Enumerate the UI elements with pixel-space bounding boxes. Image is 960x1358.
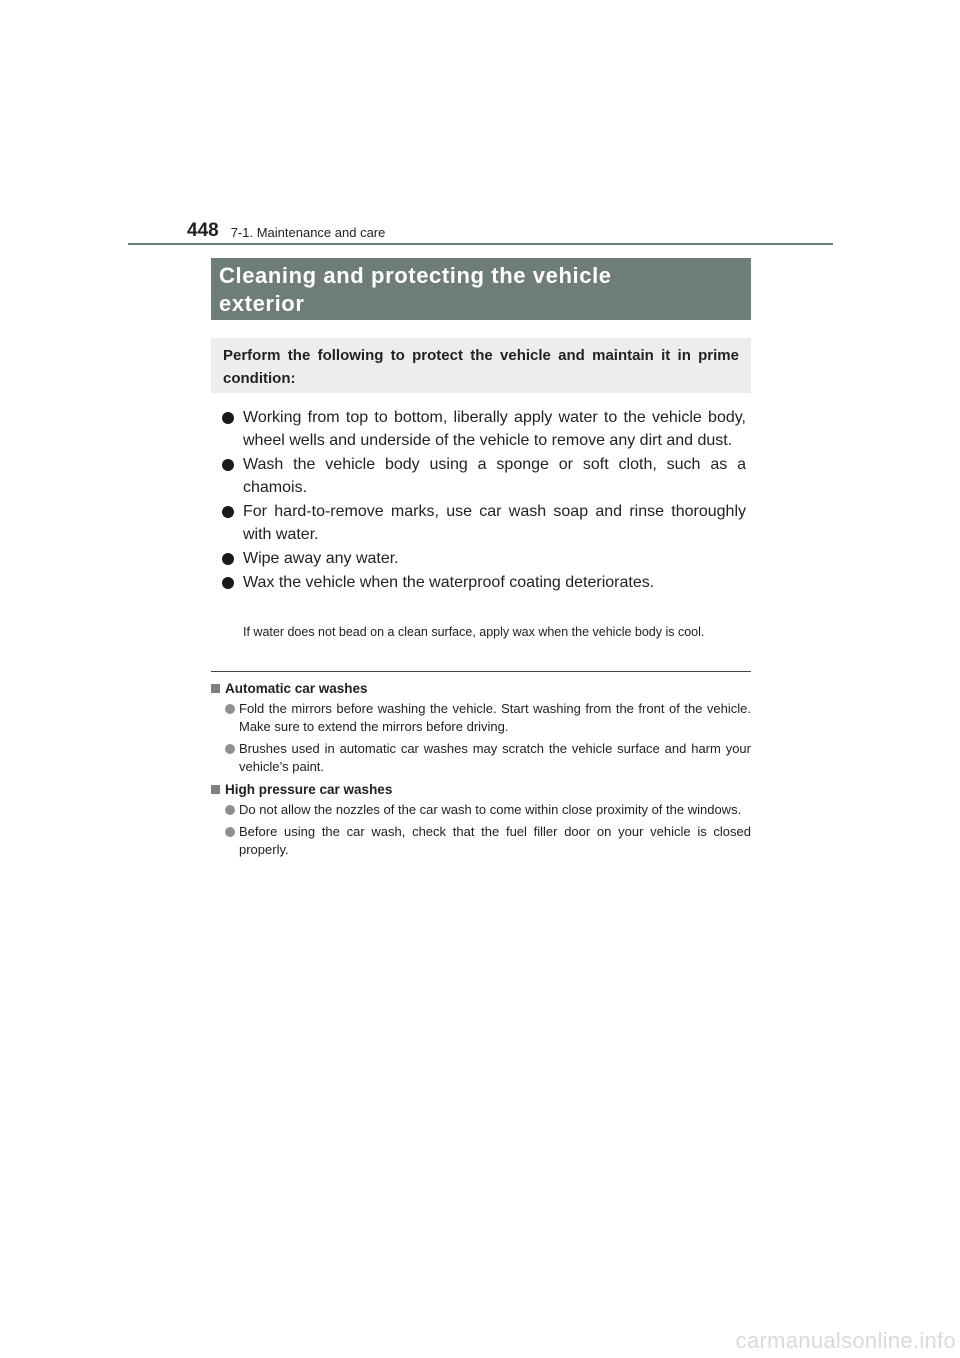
list-item-text: Brushes used in automatic car washes may scratch the vehicle surface and harm your vehicle’s paint. <box>239 741 751 774</box>
section-title-line-2: exterior <box>219 291 305 316</box>
step-text: Wash the vehicle body using a sponge or soft cloth, such as a chamois. <box>243 456 746 496</box>
step-text: Wax the vehicle when the waterproof coating deteriorates. <box>243 574 655 591</box>
circle-bullet-icon <box>225 704 235 714</box>
step-text: Working from top to bottom, liberally apply water to the vehicle body, wheel wells and underside of the vehicle to remove any dirt and dust. <box>243 409 746 449</box>
square-bullet-icon <box>211 684 220 693</box>
bullet-icon <box>222 506 234 518</box>
step-item <box>222 500 746 546</box>
page-number: 448 <box>187 220 219 241</box>
automatic-car-washes-section <box>211 680 751 780</box>
bullet-icon <box>222 459 234 471</box>
list-item-text: Before using the car wash, check that the fuel filler door on your vehicle is closed properly. <box>239 824 751 857</box>
bullet-icon <box>222 553 234 565</box>
sub-heading-text: High pressure car washes <box>225 782 393 797</box>
circle-bullet-icon <box>225 805 235 815</box>
list-item <box>211 740 751 776</box>
sub-heading <box>211 680 751 698</box>
intro-box <box>211 338 751 393</box>
step-text: Wipe away any water. <box>243 550 399 567</box>
steps-list <box>222 406 746 595</box>
step-item <box>222 571 746 594</box>
section-title-box <box>211 258 751 320</box>
bullet-icon <box>222 412 234 424</box>
list-item-text: Fold the mirrors before washing the vehicle. Start washing from the front of the vehicle. Make sure to extend the mirrors before driving. <box>239 701 751 734</box>
square-bullet-icon <box>211 785 220 794</box>
high-pressure-car-washes-section <box>211 781 751 863</box>
section-label: 7-1. Maintenance and care <box>230 225 386 240</box>
list-item <box>211 801 751 819</box>
wax-note: If water does not bead on a clean surface, apply wax when the vehicle body is cool. <box>243 625 705 639</box>
step-item <box>222 547 746 570</box>
page-header <box>187 214 385 240</box>
sub-heading-text: Automatic car washes <box>225 681 368 696</box>
sub-heading <box>211 781 751 799</box>
circle-bullet-icon <box>225 744 235 754</box>
circle-bullet-icon <box>225 827 235 837</box>
list-item <box>211 823 751 859</box>
step-text: For hard-to-remove marks, use car wash soap and rinse thoroughly with water. <box>243 503 746 543</box>
section-divider <box>211 671 751 672</box>
list-item-text: Do not allow the nozzles of the car wash to come within close proximity of the windows. <box>239 802 742 817</box>
step-item <box>222 453 746 499</box>
intro-text: Perform the following to protect the vehicle and maintain it in prime condition: <box>223 347 739 387</box>
watermark: carmanualsonline.info <box>735 1328 956 1353</box>
list-item <box>211 700 751 736</box>
step-item <box>222 406 746 452</box>
sub-list <box>211 700 751 776</box>
header-rule <box>128 243 833 245</box>
sub-list <box>211 801 751 859</box>
section-title-line-1: Cleaning and protecting the vehicle <box>219 263 612 288</box>
bullet-icon <box>222 577 234 589</box>
